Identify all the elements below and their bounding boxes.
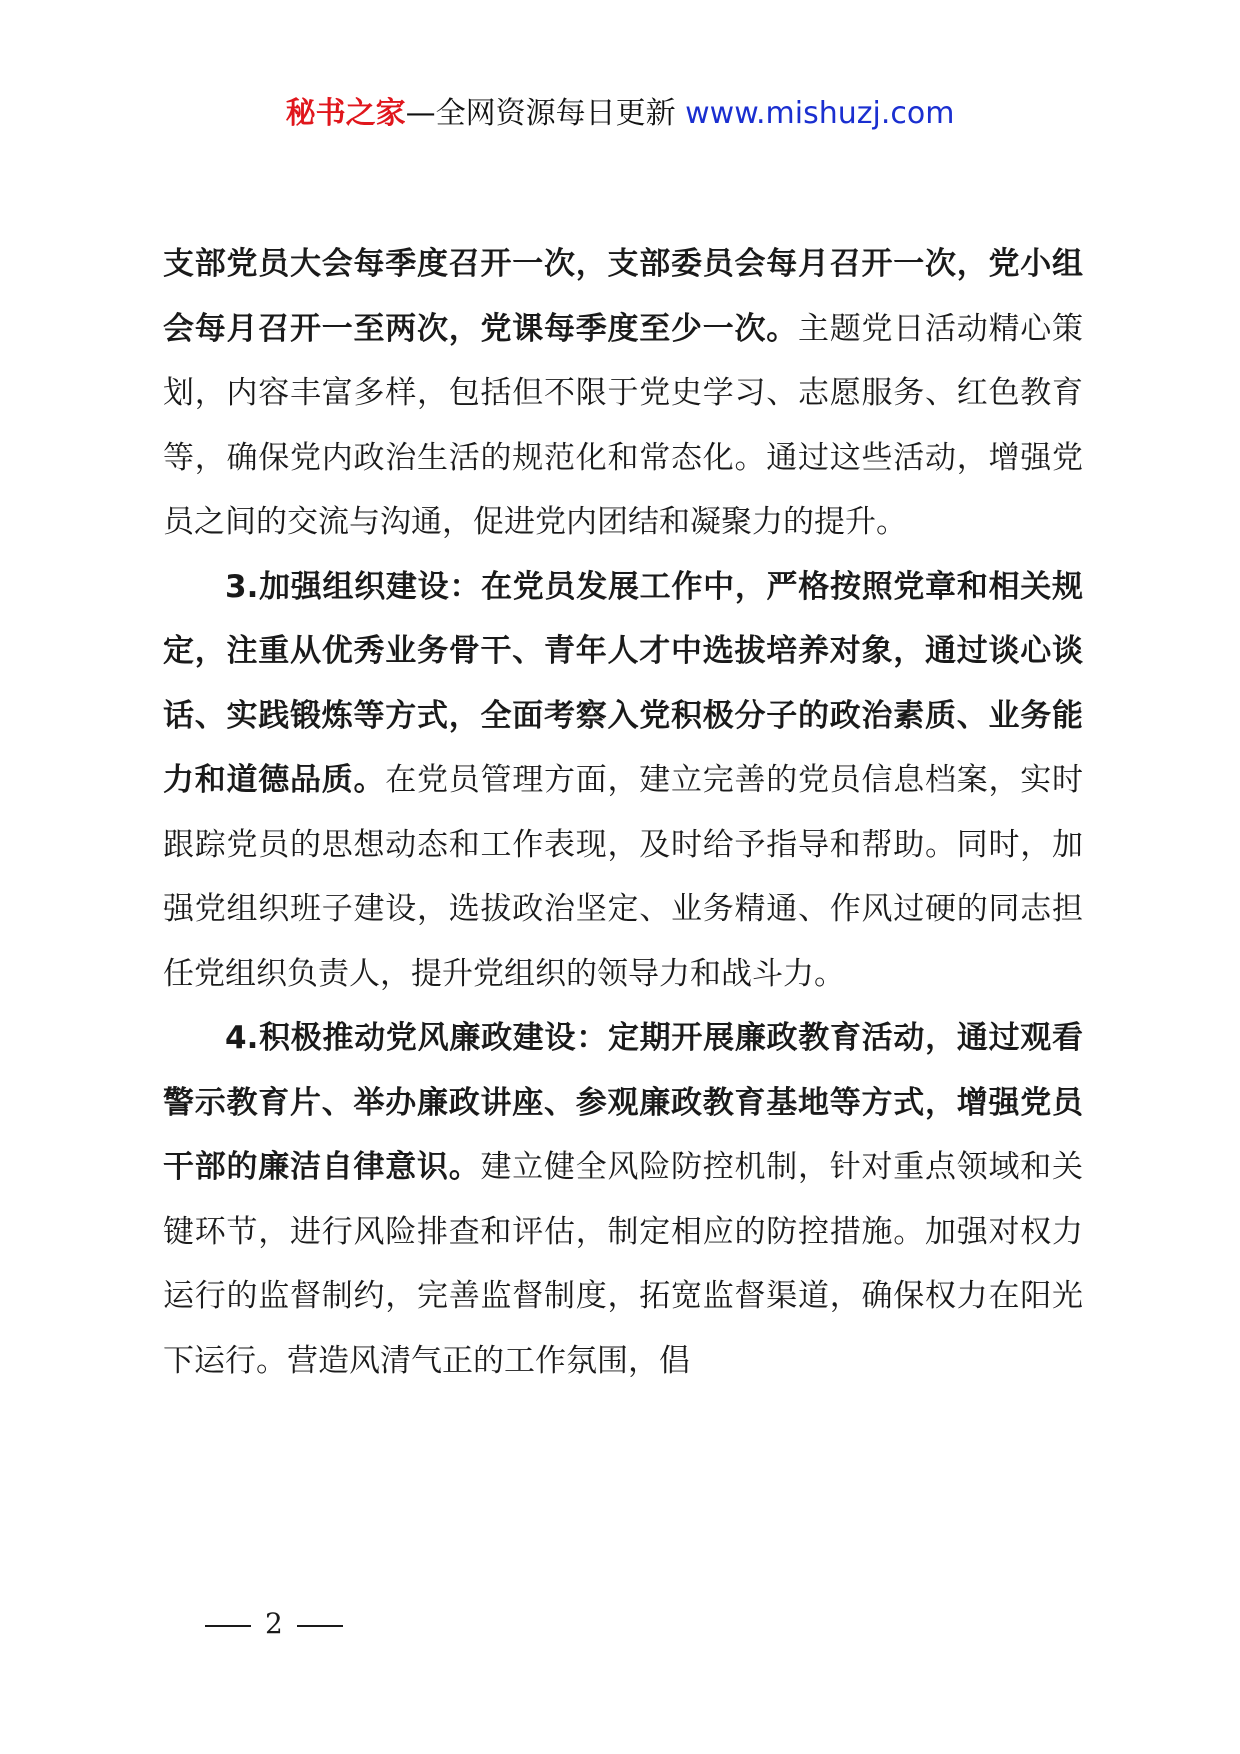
paragraph-text: 主题党日活动精心策划，内容丰富多样，包括但不限于党史学习、志愿服务、红色教育等，确保党内政治生活的规范化和常态化。通过这些活动，增强党员之间的交流与沟通，促进党内团结和凝聚力的提升。 <box>163 310 1083 540</box>
paragraph-bold-lead: 支部党员大会每季度召开一次，支部委员会每月召开一次，党小组会每月召开一至两次，党课每季度至少一次。 <box>163 246 1083 347</box>
footer-dash-left <box>205 1625 251 1627</box>
site-url-link[interactable]: www.mishuzj.com <box>685 96 955 131</box>
paragraph-continuation <box>163 232 1083 555</box>
paragraph-integrity-building <box>163 1006 1083 1393</box>
footer-dash-right <box>297 1625 343 1627</box>
paragraph-organization-building <box>163 555 1083 1007</box>
page-number: 2 <box>265 1607 283 1640</box>
document-body <box>163 232 1083 1393</box>
site-tagline: —全网资源每日更新 <box>405 96 686 131</box>
site-brand: 秘书之家 <box>285 96 406 131</box>
paragraph-bold-lead: 4.积极推动党风廉政建设：定期开展廉政教育活动，通过观看警示教育片、举办廉政讲座、参观廉政教育基地等方式，增强党员干部的廉洁自律意识。 <box>163 1020 1083 1185</box>
site-header <box>0 92 1240 136</box>
paragraph-text: 建立健全风险防控机制，针对重点领域和关键环节，进行风险排查和评估，制定相应的防控措施。加强对权力运行的监督制约，完善监督制度，拓宽监督渠道，确保权力在阳光下运行。营造风清气正的工作氛围，倡 <box>163 1149 1083 1379</box>
paragraph-bold-lead: 3.加强组织建设：在党员发展工作中，严格按照党章和相关规定，注重从优秀业务骨干、青年人才中选拔培养对象，通过谈心谈话、实践锻炼等方式，全面考察入党积极分子的政治素质、业务能力和道德品质。 <box>163 568 1083 798</box>
page-footer <box>205 1606 343 1642</box>
paragraph-text: 在党员管理方面，建立完善的党员信息档案，实时跟踪党员的思想动态和工作表现，及时给予指导和帮助。同时，加强党组织班子建设，选拔政治坚定、业务精通、作风过硬的同志担任党组织负责人，提升党组织的领导力和战斗力。 <box>163 762 1083 992</box>
